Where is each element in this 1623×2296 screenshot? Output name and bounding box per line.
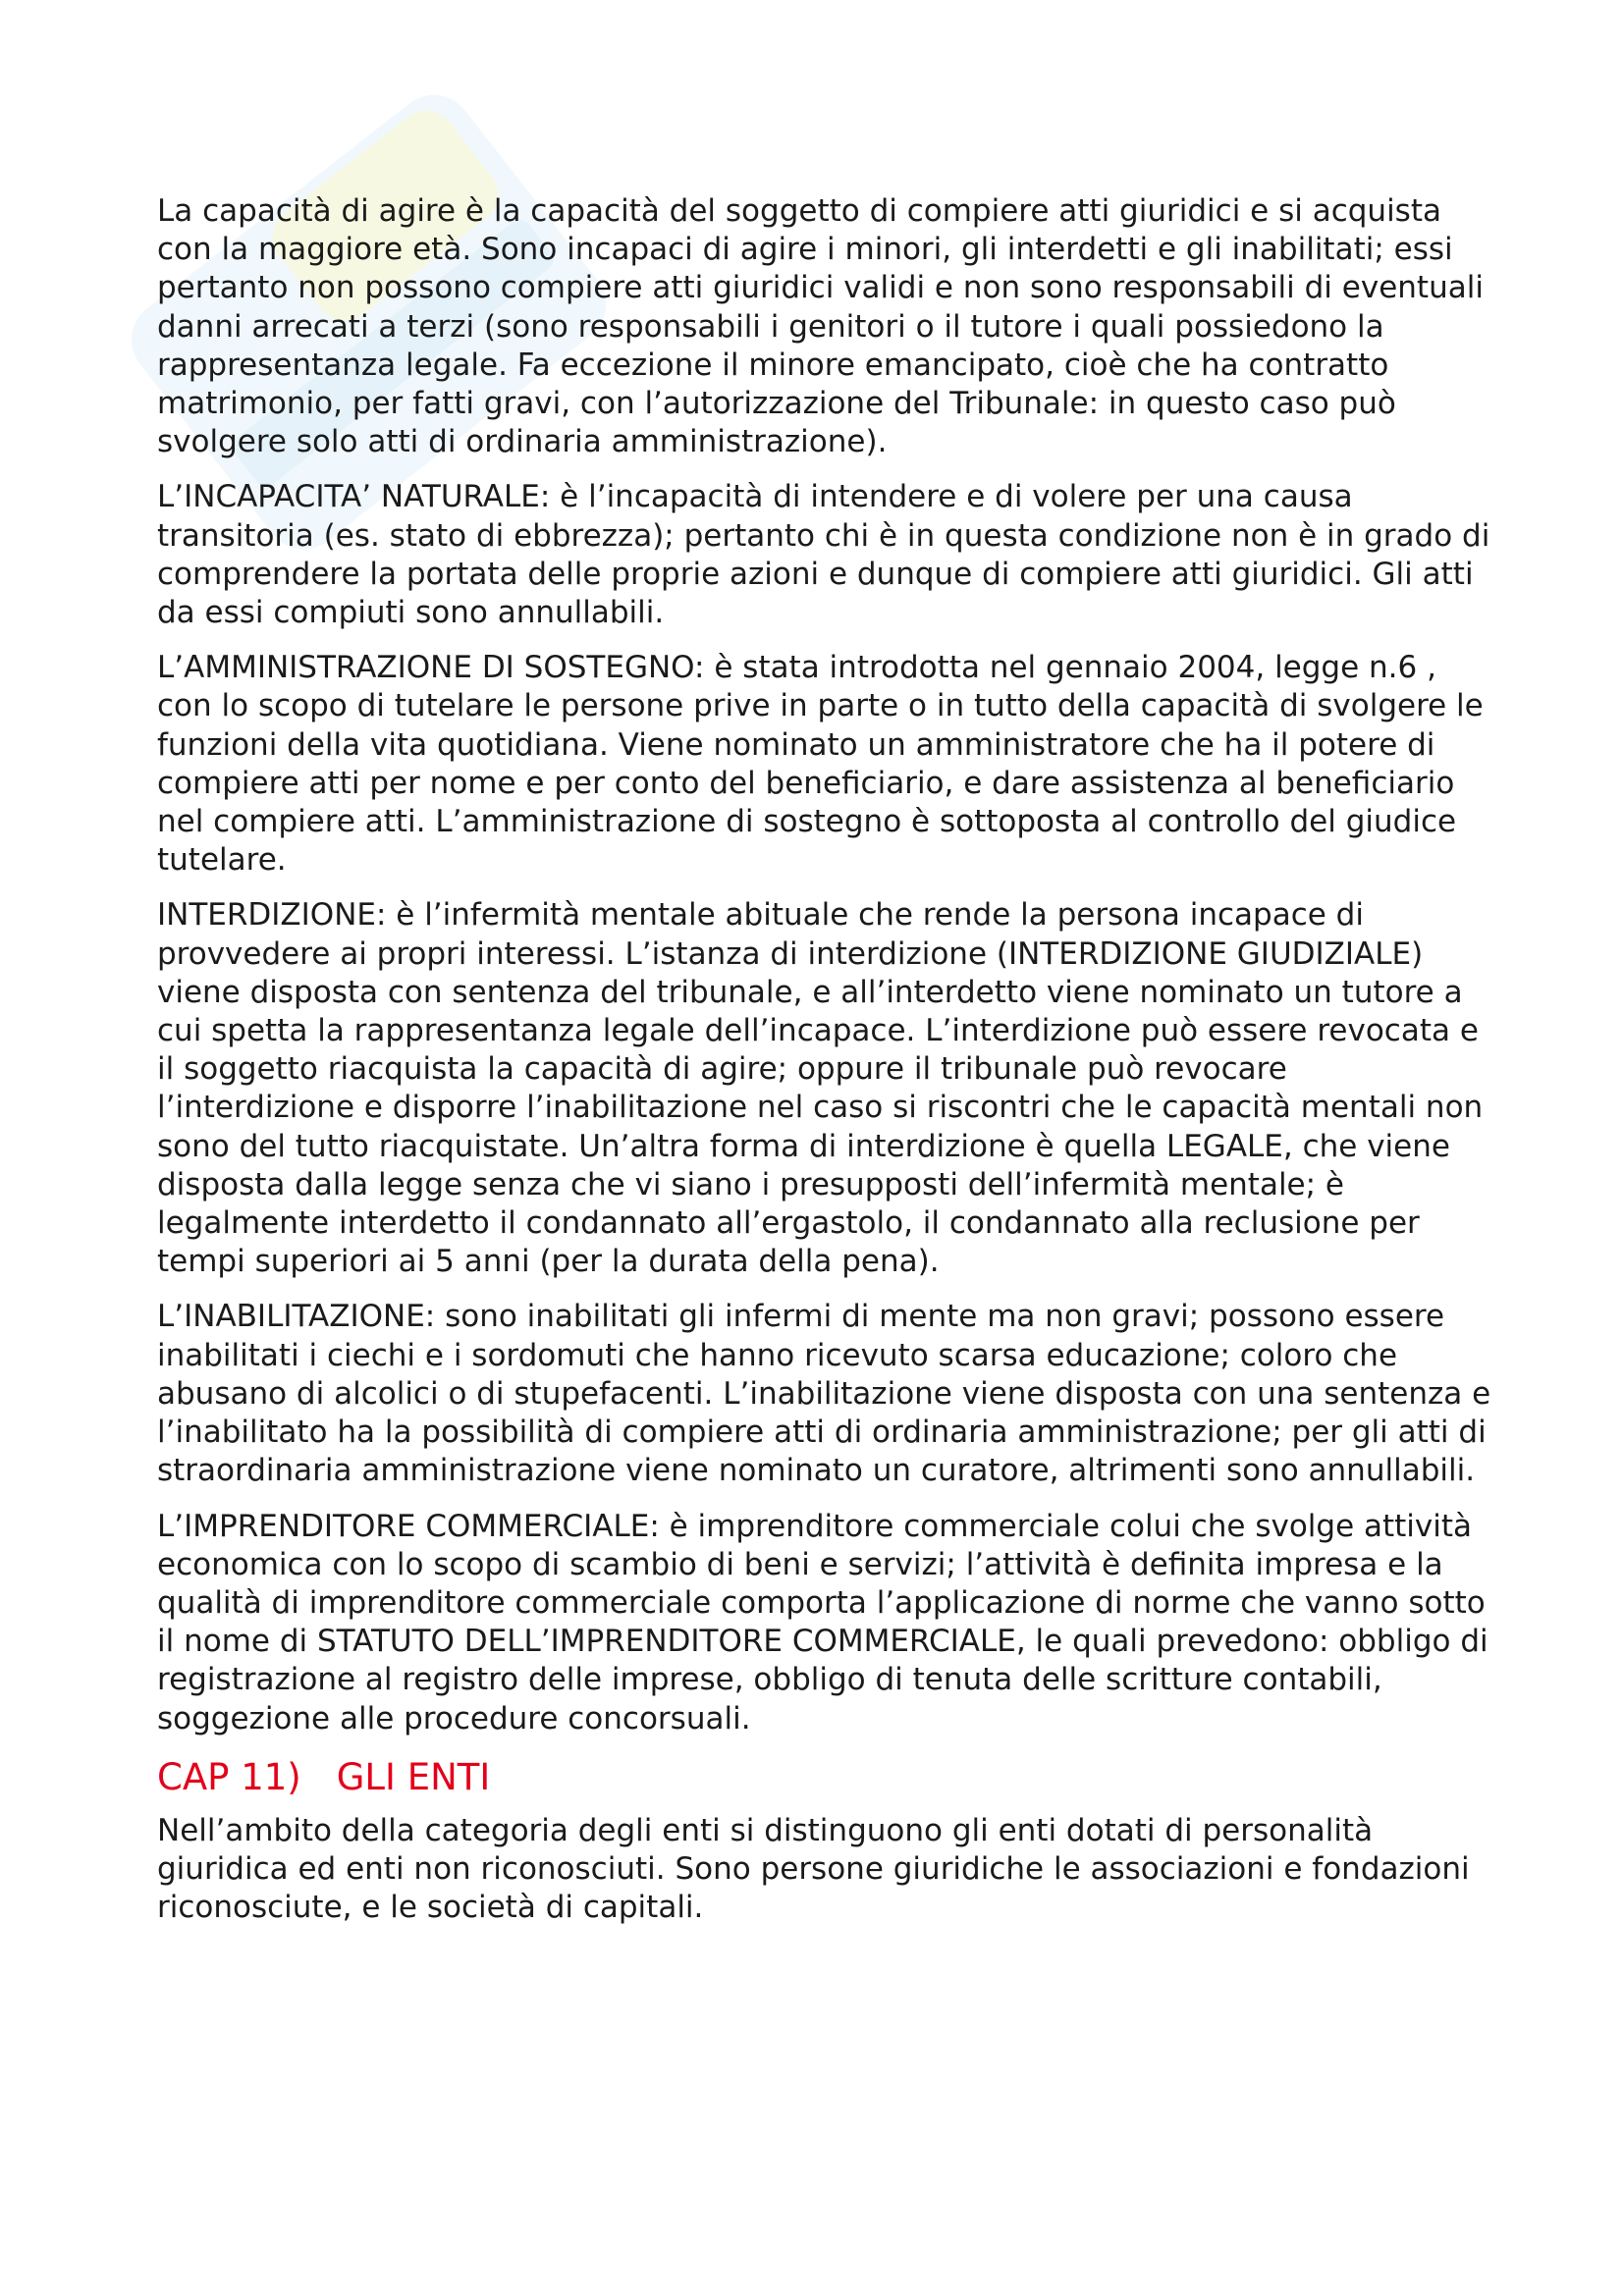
chapter-title: GLI ENTI [336, 1755, 491, 1798]
chapter-heading [157, 1755, 1492, 1800]
paragraph-amministrazione-di-sostegno: L’AMMINISTRAZIONE DI SOSTEGNO: è stata introdotta nel gennaio 2004, legge n.6 , con lo scopo di tutelare le persone prive in parte o in tutto della capacità di svolgere le funzioni della vita quotidiana. Viene nominato un amministratore che ha il potere di compiere atti per nome e per conto del beneficiario, e dare assistenza al beneficiario nel compiere atti. L’amministrazione di sostegno è sottoposta al controllo del giudice tutelare. [157, 650, 1484, 879]
chapter-number: CAP 11) [157, 1755, 301, 1798]
paragraph-inabilitazione: L’INABILITAZIONE: sono inabilitati gli infermi di mente ma non gravi; possono essere inabilitati i ciechi e i sordomuti che hanno ricevuto scarsa educazione; coloro che abusano di alcolici o di stupefacenti. L’inabilitazione viene disposta con una sentenza e l’inabilitato ha la possibilità di compiere atti di ordinaria amministrazione; per gli atti di straordinaria amministrazione viene nominato un curatore, altrimenti sono annullabili. [157, 1299, 1491, 1489]
paragraph-capacita-di-agire: La capacità di agire è la capacità del soggetto di compiere atti giuridici e si acquista con la maggiore età. Sono incapaci di agire i minori, gli interdetti e gli inabilitati; essi pertanto non possono compiere atti giuridici validi e non sono responsabili di eventuali danni arrecati a terzi (sono responsabili i genitori o il tutore i quali possiedono la rappresentanza legale. Fa eccezione il minore emancipato, cioè che ha contratto matrimonio, per fatti gravi, con l’autorizzazione del Tribunale: in questo caso può svolgere solo atti di ordinaria amministrazione). [157, 193, 1484, 460]
paragraph-incapacita-naturale: L’INCAPACITA’ NATURALE: è l’incapacità di intendere e di volere per una causa transitoria (es. stato di ebbrezza); pertanto chi è in questa condizione non è in grado di comprendere la portata delle proprie azioni e dunque di compiere atti giuridici. Gli atti da essi compiuti sono annullabili. [157, 479, 1490, 631]
document-page [157, 192, 1492, 1944]
paragraph-gli-enti: Nell’ambito della categoria degli enti si distinguono gli enti dotati di personalità giuridica ed enti non riconosciuti. Sono persone giuridiche le associazioni e fondazioni riconosciute, e le società di capitali. [157, 1812, 1470, 1926]
paragraph-interdizione: INTERDIZIONE: è l’infermità mentale abituale che rende la persona incapace di provvedere ai propri interessi. L’istanza di interdizione (INTERDIZIONE GIUDIZIALE) viene disposta con sentenza del tribunale, e all’interdetto viene nominato un tutore a cui spetta la rappresentanza legale dell’incapace. L’interdizione può essere revocata e il soggetto riacquista la capacità di agire; oppure il tribunale può revocare l’interdizione e disporre l’inabilitazione nel caso si riscontri che le capacità mentali non sono del tutto riacquistate. Un’altra forma di interdizione è quella LEGALE, che viene disposta dalla legge senza che vi siano i presupposti dell’infermità mentale; è legalmente interdetto il condannato all’ergastolo, il condannato alla reclusione per tempi superiori ai 5 anni (per la durata della pena). [157, 897, 1484, 1280]
paragraph-imprenditore-commerciale: L’IMPRENDITORE COMMERCIALE: è imprenditore commerciale colui che svolge attività economica con lo scopo di scambio di beni e servizi; l’attività è definita impresa e la qualità di imprenditore commerciale comporta l’applicazione di norme che vanno sotto il nome di STATUTO DELL’IMPRENDITORE COMMERCIALE, le quali prevedono: obbligo di registrazione al registro delle imprese, obbligo di tenuta delle scritture contabili, soggezione alle procedure concorsuali. [157, 1508, 1488, 1736]
